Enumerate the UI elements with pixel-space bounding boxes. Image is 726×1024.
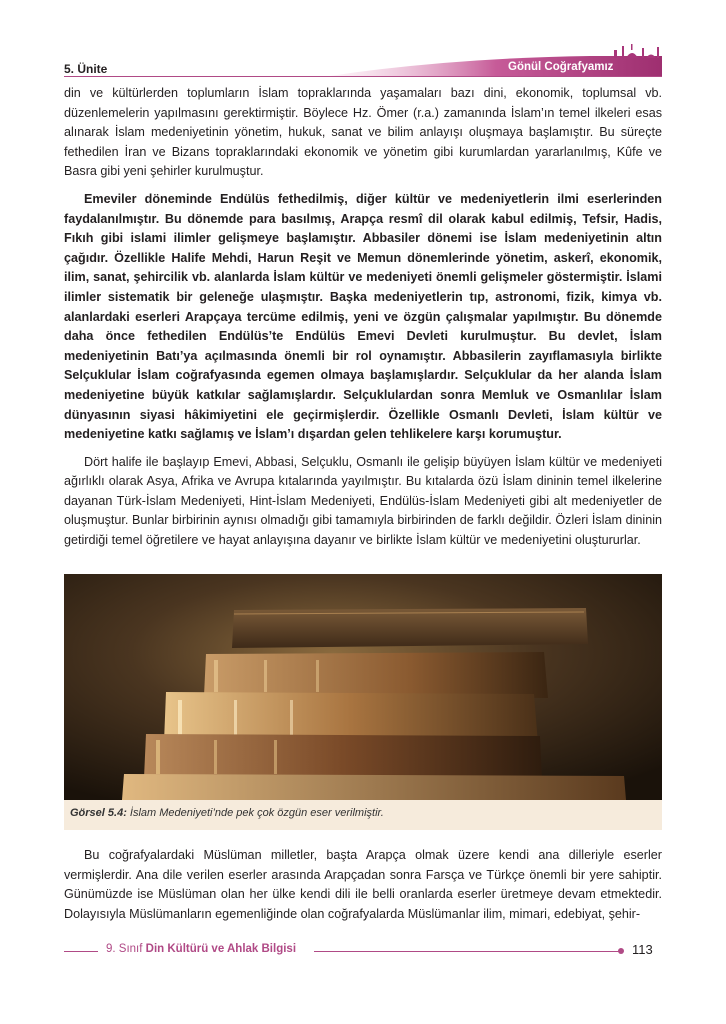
paragraph-1: din ve kültürlerden toplumların İslam topraklarında yaşamaları bazı dini, ekonomik, toplumsal vb. düzenlemelerin yapılmasını gerektirmiştir. Böylece Hz. Ömer (r.a.) zamanında İslam’ın temel ilkeleri esas alınarak İslam medeniyetinin yönetim, hukuk, sanat ve bilim anlayışı oluşmaya başlamıştır. Bu süreçte fethedilen İran ve Bizans topraklarındaki ekonomik ve yönetim gibi kurumlardan yararlanılmış, Kûfe ve Basra gibi yeni şehirler kurulmuştur.: [64, 86, 662, 179]
figure-caption: [70, 807, 384, 819]
page-header: [0, 0, 726, 80]
figure-caption-text: İslam Medeniyeti’nde pek çok özgün eser verilmiştir.: [129, 807, 384, 819]
paragraph-2: Emeviler döneminde Endülüs fethedilmiş, diğer kültür ve medeniyetlerin ilmi eserlerinden faydalanılmıştır. Bu dönemde para basılmış, Arapça resmî dil olarak kabul edilmiş, Tefsir, Hadis, Fıkıh gibi islami ilimler gelişmeye başlamıştır. Abbasiler dönemi ise İslam medeniyetinin altın çağıdır. Özellikle Halife Mehdi, Harun Reşit ve Memun dönemlerinde yönetim, askerî, ekonomik, ilim, sanat, şehircilik vb. alanlarda İslam kültür ve medeniyeti önemli gelişmeler göstermiştir. İslami ilimler sistematik bir geleneğe ulaşmıştır. Başka medeniyetlerin tıp, astronomi, fizik, kimya vb. alanlardaki eserleri Arapçaya tercüme edilmiş, yeni ve özgün çalışmalar yapılmıştır. Bu dönemde daha önce fethedilen Endülüs’te Endülüs Emevi Devleti kurulmuştur. Bu devlet, İslam medeniyetinin Batı’ya açılmasında önemli bir rol oynamıştır. Abbasilerin zayıflamasıyla birlikte Selçuklular İslam coğrafyasında egemen olmaya başlamışlardır. Selçuklular da her alanda İslam medeniyetine büyük katkılar sağlamışlardır. Selçuklulardan sonra Memluk ve Osmanlılar İslam dünyasının siyasi hâkimiyetini ele geçirmişlerdir. Özellikle Osmanlı Devleti, İslam kültür ve medeniyetine katkı sağlamış ve İslam’ı dışardan gelen tehlikelere karşı korumuştur.: [64, 191, 662, 442]
footer-grade: 9. Sınıf: [106, 943, 143, 955]
footer-divider-left: [64, 951, 98, 952]
continued-text: [64, 846, 662, 924]
page-number: 113: [632, 942, 653, 957]
footer-divider-right: [314, 951, 620, 952]
main-text: [64, 84, 662, 551]
header-divider: [64, 76, 662, 77]
paragraph-3: Dört halife ile başlayıp Emevi, Abbasi, Selçuklu, Osmanlı ile gelişip büyüyen İslam kültür ve medeniyeti ağırlıklı olarak Asya, Afrika ve Avrupa kıtalarında yayılmıştır. Bu kıtalarda özü İslam dininin temel ilkelerine dayanan Türk-İslam Medeniyeti, Hint-İslam Medeniyeti, Endülüs-İslam Medeniyeti gibi alt medeniyetler de oluşmuştur. Bunlar birbirinin aynısı olmadığı gibi tamamıyla birbirinden de farklı değildir. Özleri İslam dininin getirdiği temel öğretilere ve hayat anlayışına dayanır ve birlikte İslam kültür ve medeniyetini oluştururlar.: [64, 454, 662, 548]
unit-label: 5. Ünite: [64, 62, 108, 76]
figure-5-4: [64, 574, 662, 830]
footer-course-name: Din Kültürü ve Ahlak Bilgisi: [145, 943, 297, 955]
section-title: Gönül Coğrafyamız: [508, 61, 614, 73]
footer-course: [106, 943, 296, 955]
books-photo: [64, 574, 662, 800]
footer-dot: [618, 948, 624, 954]
paragraph-4: Bu coğrafyalardaki Müslüman milletler, başta Arapça olmak üzere kendi ana dilleriyle eserler vermişlerdir. Ana dile verilen eserler arasında Arapçadan sonra Farsça ve Türkçe önemli bir yere sahiptir. Günümüzde ise Müslüman olan her ülke kendi dili ile belli oranlarda eserler üretmeye devam etmektedir. Dolayısıyla Müslümanların egemenliğinde olan coğrafyalarda Müslümanlar ilim, mimari, edebiyat, şehir-: [64, 848, 662, 921]
figure-label: Görsel 5.4:: [70, 807, 127, 819]
